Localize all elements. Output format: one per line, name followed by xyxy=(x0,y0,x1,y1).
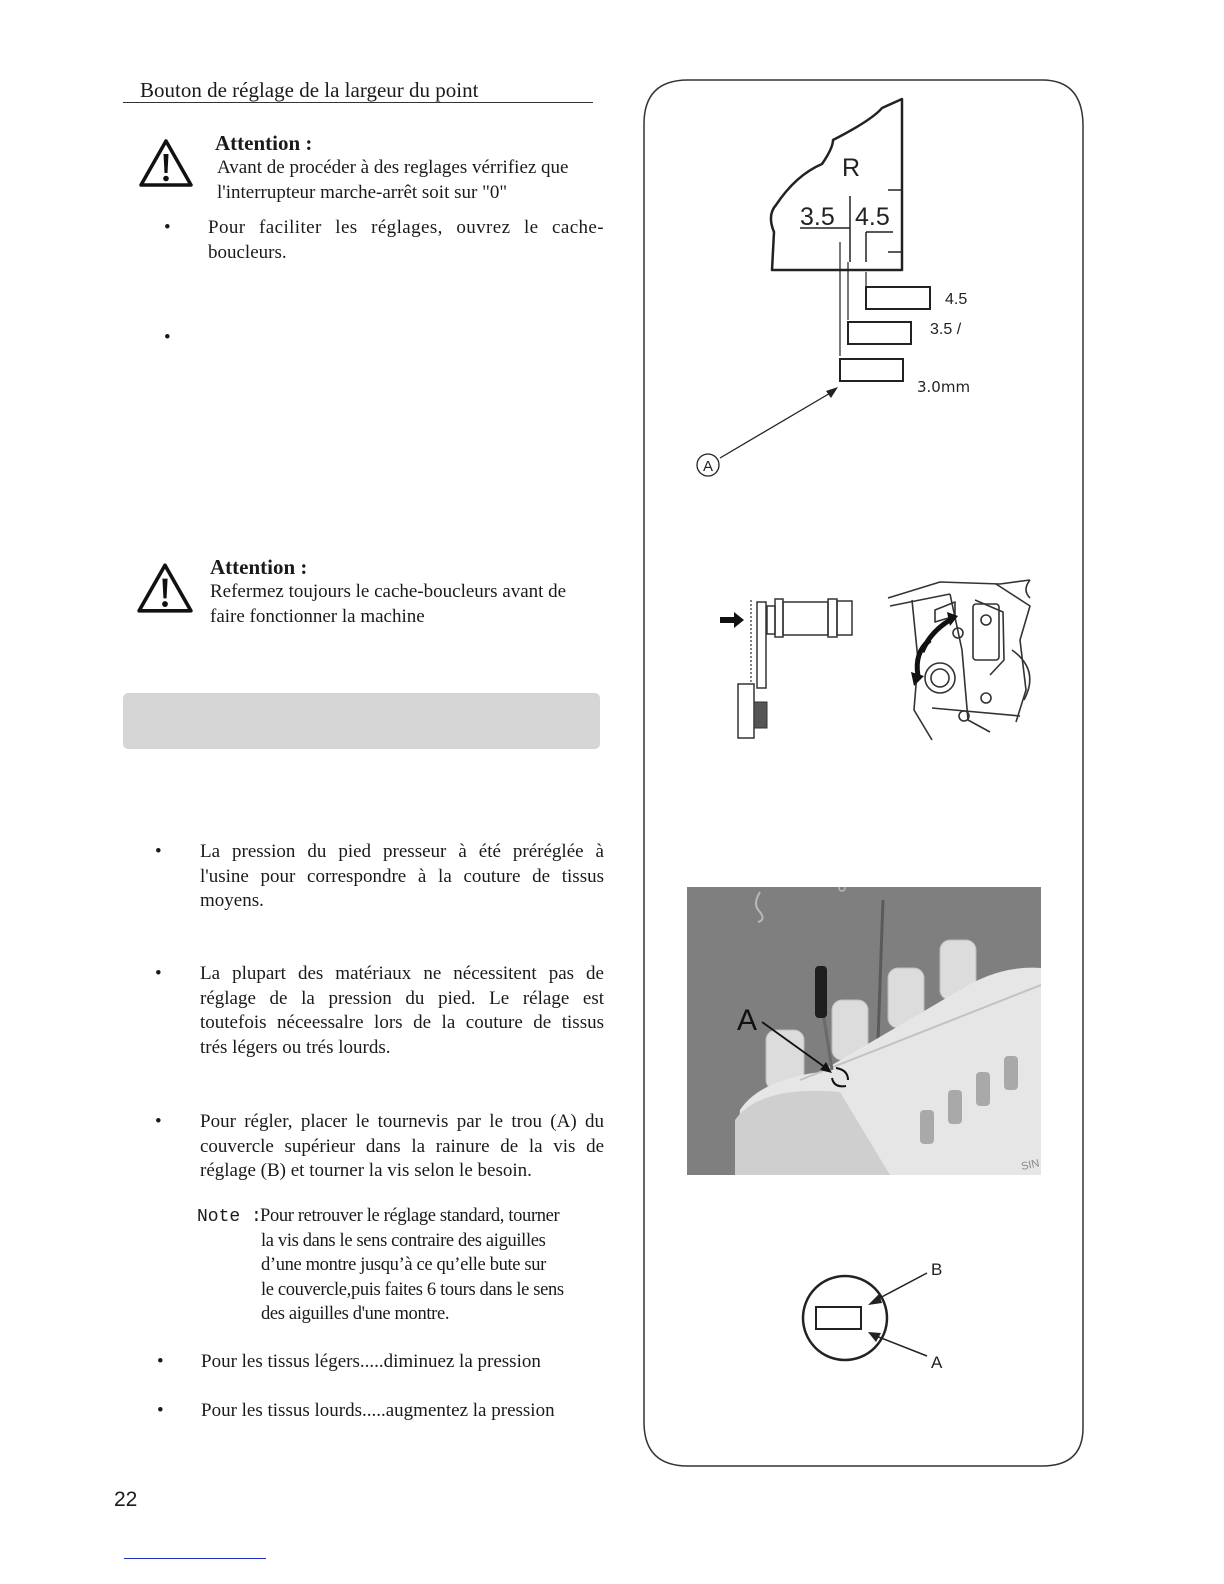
bullet-dot: • xyxy=(155,963,162,984)
warning1-line2: l'interrupteur marche-arrêt soit sur "0" xyxy=(217,182,508,203)
width-box-3-5 xyxy=(848,322,911,344)
warning2-title: Attention : xyxy=(210,555,308,579)
note-line: le couvercle,puis faites 6 tours dans le sens xyxy=(261,1279,564,1300)
width-label-3-5: 3.5 / xyxy=(930,321,962,338)
brand-text: SIN xyxy=(1020,1157,1041,1173)
width-label-3-0: 3.0mm xyxy=(917,378,971,396)
note-body xyxy=(261,1204,604,1327)
width-box-4-5 xyxy=(866,287,930,309)
pressure-p1-line: La pression du pied presseur à été préréglée à xyxy=(200,841,604,862)
section-header-box xyxy=(123,693,600,749)
label-b: B xyxy=(931,1260,943,1279)
screw-hole-diagram xyxy=(795,1255,965,1375)
note-line: d’une montre jusqu’à ce qu’elle bute sur xyxy=(261,1255,546,1276)
pressure-p1-line: l'usine pour correspondre à la couture de tissus xyxy=(200,865,604,887)
bullet-dot: • xyxy=(155,1111,162,1132)
width-box-3-0 xyxy=(840,359,903,381)
dial-45-label: 4.5 xyxy=(855,203,890,231)
section-title: Bouton de réglage de la largeur du point xyxy=(140,78,479,102)
pressure-p1-line: moyens. xyxy=(200,890,264,911)
warning1-title: Attention : xyxy=(215,131,313,155)
pressure-p2-line: La plupart des matériaux ne nécessitent pas de xyxy=(200,963,604,984)
bullet-dot: • xyxy=(157,1351,164,1372)
warning1-line1: Avant de procéder à des reglages vérrifiez que xyxy=(217,157,569,178)
bullet-dot: • xyxy=(155,841,162,862)
width-label-4-5: 4.5 xyxy=(945,291,968,308)
bullet-dot: • xyxy=(164,217,171,238)
pressure-p2-line: trés légers ou trés lourds. xyxy=(200,1036,391,1058)
warning2-line2: faire fonctionner la machine xyxy=(210,606,425,627)
bullet1-line2: boucleurs. xyxy=(208,242,287,263)
pressure-p2-line: réglage de la pression du pied. Le rélage est xyxy=(200,987,604,1009)
heavy-fabric-line: Pour les tissus lourds.....augmentez la pression xyxy=(201,1400,555,1421)
warning-icon xyxy=(136,561,194,615)
pressure-p3-line: couvercle supérieur dans la rainure de la vis de xyxy=(200,1135,604,1157)
pressure-p3-line: Pour régler, placer le tournevis par le trou (A) du xyxy=(200,1111,604,1132)
pressure-p3-line: réglage (B) et tourner la vis selon le besoin. xyxy=(200,1160,532,1181)
pressure-p2-line: toutefois néceessalre lors de la couture de tissus xyxy=(200,1012,604,1033)
arrow-right-icon xyxy=(720,612,744,628)
bullet-dot: • xyxy=(157,1400,164,1421)
footer-link-line[interactable] xyxy=(124,1558,266,1559)
callout-a-label: A xyxy=(702,458,714,475)
dial-r-label: R xyxy=(842,154,861,182)
bullet1-line1: Pour faciliter les réglages, ouvrez le cache- xyxy=(208,217,604,238)
stitch-width-dial-diagram xyxy=(680,90,1000,500)
screwdriver-photo xyxy=(687,887,1041,1175)
section-title-rule xyxy=(123,102,593,103)
pressure-p3 xyxy=(200,1110,604,1184)
note-line: des aiguilles d'une montre. xyxy=(261,1304,450,1325)
bullet-dot-empty: • xyxy=(164,327,171,348)
warning2-line1: Refermez toujours le cache-boucleurs avant de xyxy=(210,581,567,602)
note-line: la vis dans le sens contraire des aiguilles xyxy=(261,1230,546,1251)
note-label: Note : xyxy=(197,1207,262,1227)
warning-icon xyxy=(138,137,194,189)
light-fabric-line: Pour les tissus légers.....diminuez la pression xyxy=(201,1351,541,1372)
looper-cover-diagram xyxy=(705,570,1045,750)
label-a: A xyxy=(931,1353,943,1372)
pressure-p1 xyxy=(200,840,604,914)
dial-body xyxy=(771,99,902,270)
page-number: 22 xyxy=(114,1488,138,1511)
note-line: Pour retrouver le réglage standard, tourner xyxy=(260,1206,560,1226)
photo-callout-a: A xyxy=(737,1004,758,1037)
screw-slot xyxy=(816,1307,861,1329)
dial-35-label: 3.5 xyxy=(800,203,835,231)
pressure-p2 xyxy=(200,962,604,1060)
